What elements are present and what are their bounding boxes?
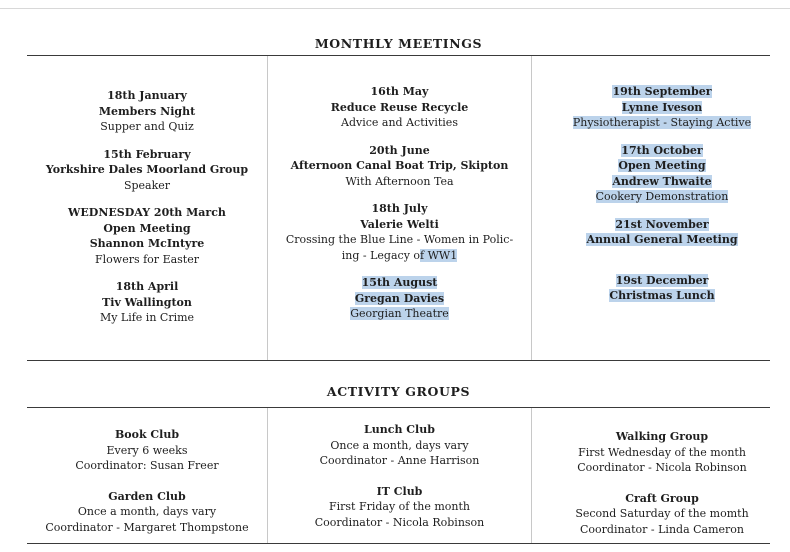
meeting-date: 15th February <box>103 147 191 161</box>
monthly-meetings-heading: MONTHLY MEETINGS <box>314 36 483 51</box>
activity-bottom-rule <box>27 543 770 544</box>
meeting-may <box>268 84 531 131</box>
meeting-title: Open Meeting <box>618 159 706 172</box>
meeting-date: 18th April <box>115 280 179 293</box>
group-walking-group <box>532 429 790 476</box>
meeting-description: Flowers for Easter <box>95 252 199 266</box>
meeting-february <box>27 147 267 194</box>
meeting-date: 21st November <box>615 217 709 231</box>
meeting-august <box>268 275 531 322</box>
meeting-september <box>532 84 790 131</box>
meeting-title: Tiv Wallington <box>102 295 192 309</box>
meeting-january <box>27 88 267 135</box>
meeting-description: With Afternoon Tea <box>345 174 454 188</box>
group-coordinator: Coordinator - Anne Harrison <box>319 454 480 467</box>
group-name: Book Club <box>114 428 180 441</box>
group-name: Walking Group <box>615 430 709 443</box>
activity-column-2 <box>268 422 531 545</box>
meeting-june <box>268 143 531 190</box>
meeting-july <box>268 201 531 263</box>
meeting-date: 16th May <box>370 85 429 98</box>
group-coordinator: Coordinator - Nicola Robinson <box>314 515 485 529</box>
group-schedule: Once a month, days vary <box>77 505 217 518</box>
group-book-club <box>27 427 267 474</box>
activity-column-1 <box>27 427 267 550</box>
monthly-column-3 <box>532 84 790 316</box>
page-top-border <box>0 8 790 9</box>
meeting-date: 18th July <box>371 202 428 215</box>
meeting-speaker: Andrew Thwaite <box>612 174 712 188</box>
meeting-date: 15th August <box>361 276 438 289</box>
meeting-description: Speaker <box>123 178 171 192</box>
meeting-october <box>532 143 790 205</box>
group-coordinator: Coordinator - Linda Cameron <box>579 522 745 536</box>
meeting-description: Advice and Activities <box>341 116 458 129</box>
meeting-title: Christmas Lunch <box>609 289 715 302</box>
group-schedule: Second Saturday of the momth <box>575 507 749 520</box>
meeting-date: 19st December <box>615 273 709 287</box>
monthly-column-2 <box>268 84 531 334</box>
meeting-title: Yorkshire Dales Moorland Group <box>45 163 249 176</box>
monthly-column-1 <box>27 88 267 338</box>
group-name: Craft Group <box>625 491 699 505</box>
meeting-date: 19th September <box>612 85 712 98</box>
meeting-description: Crossing the Blue Line - Women in Polic- <box>285 233 514 246</box>
meeting-description: Supper and Quiz <box>100 120 194 133</box>
activity-heading-rule <box>27 407 770 408</box>
meeting-date: 20th June <box>369 143 430 157</box>
meeting-date: WEDNESDAY 20th March <box>68 206 226 219</box>
monthly-heading-rule <box>27 55 770 56</box>
group-coordinator: Coordinator - Nicola Robinson <box>577 461 747 474</box>
group-lunch-club <box>268 422 531 469</box>
meeting-april <box>27 279 267 326</box>
meeting-december <box>532 273 790 304</box>
meeting-description: My Life in Crime <box>99 311 195 324</box>
group-coordinator: Coordinator: Susan Freer <box>75 459 219 472</box>
group-it-club <box>268 484 531 531</box>
meeting-speaker: Shannon McIntyre <box>89 237 205 250</box>
meeting-title: Afternoon Canal Boat Trip, Skipton <box>290 159 509 172</box>
activity-column-3 <box>532 429 790 552</box>
meeting-title: Valerie Welti <box>360 217 439 231</box>
meeting-description: Georgian Theatre <box>350 307 449 320</box>
group-schedule: First Wednesday of the month <box>578 445 746 459</box>
meeting-title: Open Meeting <box>103 221 191 235</box>
monthly-bottom-rule <box>27 360 770 361</box>
group-name: IT Club <box>376 484 423 498</box>
group-garden-club <box>27 489 267 536</box>
group-craft-group <box>532 491 790 538</box>
group-name: Garden Club <box>108 489 186 503</box>
group-coordinator: Coordinator - Margaret Thompstone <box>45 520 249 534</box>
meeting-description: Cookery Demonstration <box>595 190 729 203</box>
group-schedule: First Friday of the month <box>328 500 471 513</box>
selected-text: f WW1 <box>420 248 458 262</box>
meeting-description-text: ing - Legacy o <box>341 248 421 262</box>
meeting-title: Members Night <box>98 104 196 118</box>
meeting-date: 17th October <box>621 143 703 157</box>
meeting-description-continued <box>268 248 531 264</box>
meeting-title: Annual General Meeting <box>586 233 738 246</box>
meeting-title: Lynne Iveson <box>621 100 703 114</box>
meeting-date: 18th January <box>107 89 187 102</box>
group-schedule: Once a month, days vary <box>330 438 469 452</box>
group-schedule: Every 6 weeks <box>106 443 188 457</box>
activity-groups-heading: ACTIVITY GROUPS <box>326 384 471 399</box>
meeting-march <box>27 205 267 267</box>
meeting-title: Reduce Reuse Recycle <box>330 100 469 114</box>
meeting-description: Physiotherapist - Staying Active <box>572 116 752 129</box>
meeting-november <box>532 217 790 248</box>
group-name: Lunch Club <box>364 423 435 436</box>
meeting-title: Gregan Davies <box>354 291 445 305</box>
